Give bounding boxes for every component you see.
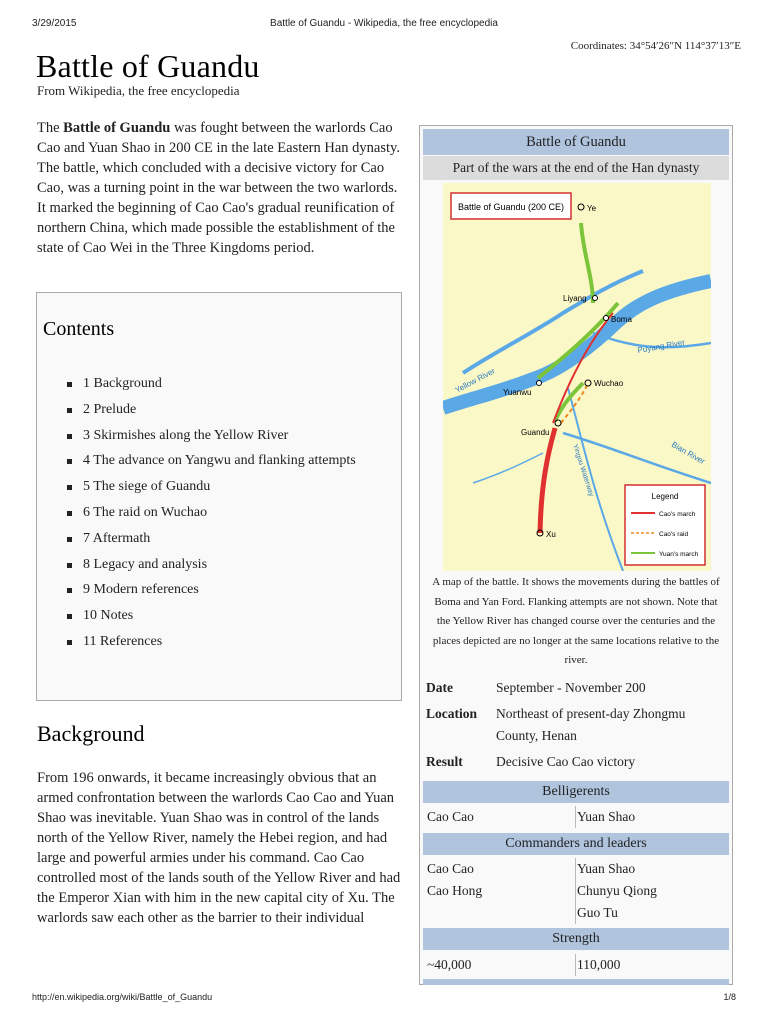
label-puyang-river: Puyang River	[636, 337, 686, 355]
print-page-number: 1/8	[723, 992, 736, 1002]
print-date: 3/29/2015	[32, 18, 77, 29]
commander-left-2[interactable]: Cao Hong	[427, 883, 483, 898]
toc-item-modern[interactable]: 9 Modern references	[67, 577, 387, 603]
toc-item-aftermath[interactable]: 7 Aftermath	[67, 526, 387, 552]
toc-item-legacy[interactable]: 8 Legacy and analysis	[67, 552, 387, 578]
toc-item-raid[interactable]: 6 The raid on Wuchao	[67, 500, 387, 526]
place-guandu: Guandu	[521, 428, 550, 437]
commander-left-1[interactable]: Cao Cao	[427, 861, 474, 876]
belligerents-heading: Belligerents	[423, 781, 729, 803]
print-title: Battle of Guandu - Wikipedia, the free encyclopedia	[270, 18, 498, 29]
toc-item-background[interactable]: 1 Background	[67, 371, 387, 397]
toc-item-skirmishes[interactable]: 3 Skirmishes along the Yellow River	[67, 423, 387, 449]
place-xu: Xu	[546, 530, 556, 539]
small-river	[473, 453, 543, 483]
map-caption: A map of the battle. It shows the movements during the battles of Boma and Yan Ford. Flanking attempts are not shown. Note that the Yellow River has changed course over the centuries and the places depicted are no longer at the same locations relative to the river.	[432, 576, 720, 666]
print-url: http://en.wikipedia.org/wiki/Battle_of_Guandu	[32, 992, 213, 1002]
toc-item-notes[interactable]: 10 Notes	[67, 603, 387, 629]
place-yuanwu: Yuanwu	[503, 388, 532, 397]
date-value: September - November 200	[496, 680, 646, 695]
print-footer	[32, 992, 736, 1004]
infobox	[419, 125, 733, 985]
belligerent-right[interactable]: Yuan Shao	[577, 809, 636, 824]
toc-item-advance[interactable]: 4 The advance on Yangwu and flanking attempts	[67, 448, 387, 474]
place-boma: Boma	[611, 315, 632, 324]
place-liyang: Liyang	[563, 294, 587, 303]
table-of-contents	[36, 292, 402, 701]
commanders-divider	[575, 858, 576, 924]
intro-rest: was fought between the warlords Cao Cao and Yuan Shao in 200 CE in the late Eastern Han dynasty. The battle, which concluded with a decisive victory for Cao Cao, was a turning point in the war between the two warlords. It marked the beginning of Cao Cao's gradual reunification of northern China, which made possible the establishment of the state of Cao Wei in the Three Kingdoms period.	[37, 120, 400, 256]
toc-item-siege[interactable]: 5 The siege of Guandu	[67, 474, 387, 500]
legend-title: Legend	[651, 492, 679, 501]
infobox-subtitle[interactable]: Part of the wars at the end of the Han dynasty	[423, 156, 729, 180]
tagline: From Wikipedia, the free encyclopedia	[37, 83, 240, 98]
strength-heading: Strength	[423, 928, 729, 950]
date-label: Date	[426, 680, 453, 695]
intro-bold-title: Battle of Guandu	[63, 120, 171, 136]
belligerent-left[interactable]: Cao Cao	[427, 809, 474, 824]
legend-cao-raid: Cao's raid	[659, 531, 689, 538]
strength-left: ~40,000	[427, 957, 472, 972]
legend-yuan-march: Yuan's march	[659, 551, 699, 558]
map-title: Battle of Guandu (200 CE)	[457, 202, 565, 212]
battle-map-svg	[443, 183, 711, 571]
intro-lead: The	[37, 120, 64, 136]
commanders-heading: Commanders and leaders	[423, 833, 729, 855]
location-value[interactable]: Northeast of present-day Zhongmu County, Henan	[496, 706, 686, 743]
toc-list	[67, 371, 387, 655]
label-yellow-river: Yellow River	[453, 366, 497, 395]
legend-cao-march: Cao's march	[659, 511, 696, 518]
toc-item-references[interactable]: 11 References	[67, 629, 387, 655]
yingou-waterway	[568, 388, 623, 571]
belligerents-divider	[575, 806, 576, 828]
infobox-title: Battle of Guandu	[423, 129, 729, 155]
commander-right-3[interactable]: Guo Tu	[577, 905, 618, 920]
commander-right-2[interactable]: Chunyu Qiong	[577, 883, 657, 898]
toc-item-prelude[interactable]: 2 Prelude	[67, 397, 387, 423]
strength-divider	[575, 954, 576, 976]
print-header	[32, 18, 736, 32]
toc-title: Contents	[43, 318, 115, 340]
background-heading: Background	[37, 721, 145, 746]
intro-paragraph	[37, 118, 403, 258]
cao-march-arrow	[540, 428, 555, 533]
yuan-march-arrow	[581, 223, 593, 303]
place-wuchao: Wuchao	[594, 379, 624, 388]
next-section-bar	[423, 979, 729, 985]
background-paragraph: From 196 onwards, it became increasingly obvious that an armed confrontation between the warlords Cao Cao and Yuan Shao was inevitable. Yuan Shao was in control of the lands north of the Yellow River, namely the Hebei region, and had large and powerful armies under his command. Cao Cao controlled most of the lands south of the Yellow River and had the Emperor Xian with him in the new capital city of Xu. The warlords saw each other as the barrier to their individual	[37, 770, 401, 926]
result-label: Result	[426, 754, 463, 769]
strength-right: 110,000	[577, 957, 621, 972]
location-label: Location	[426, 706, 478, 721]
battle-map[interactable]	[443, 183, 711, 571]
place-ye: Ye	[587, 204, 597, 213]
page-title: Battle of Guandu	[36, 48, 260, 84]
label-bian-river: Bian River	[670, 439, 707, 467]
result-value: Decisive Cao Cao victory	[496, 754, 636, 769]
label-yingou-waterway: Yingou Waterway	[571, 443, 595, 498]
coordinates[interactable]: Coordinates: 34°54′26″N 114°37′13″E	[570, 40, 741, 52]
commander-right-1[interactable]: Yuan Shao	[577, 861, 636, 876]
